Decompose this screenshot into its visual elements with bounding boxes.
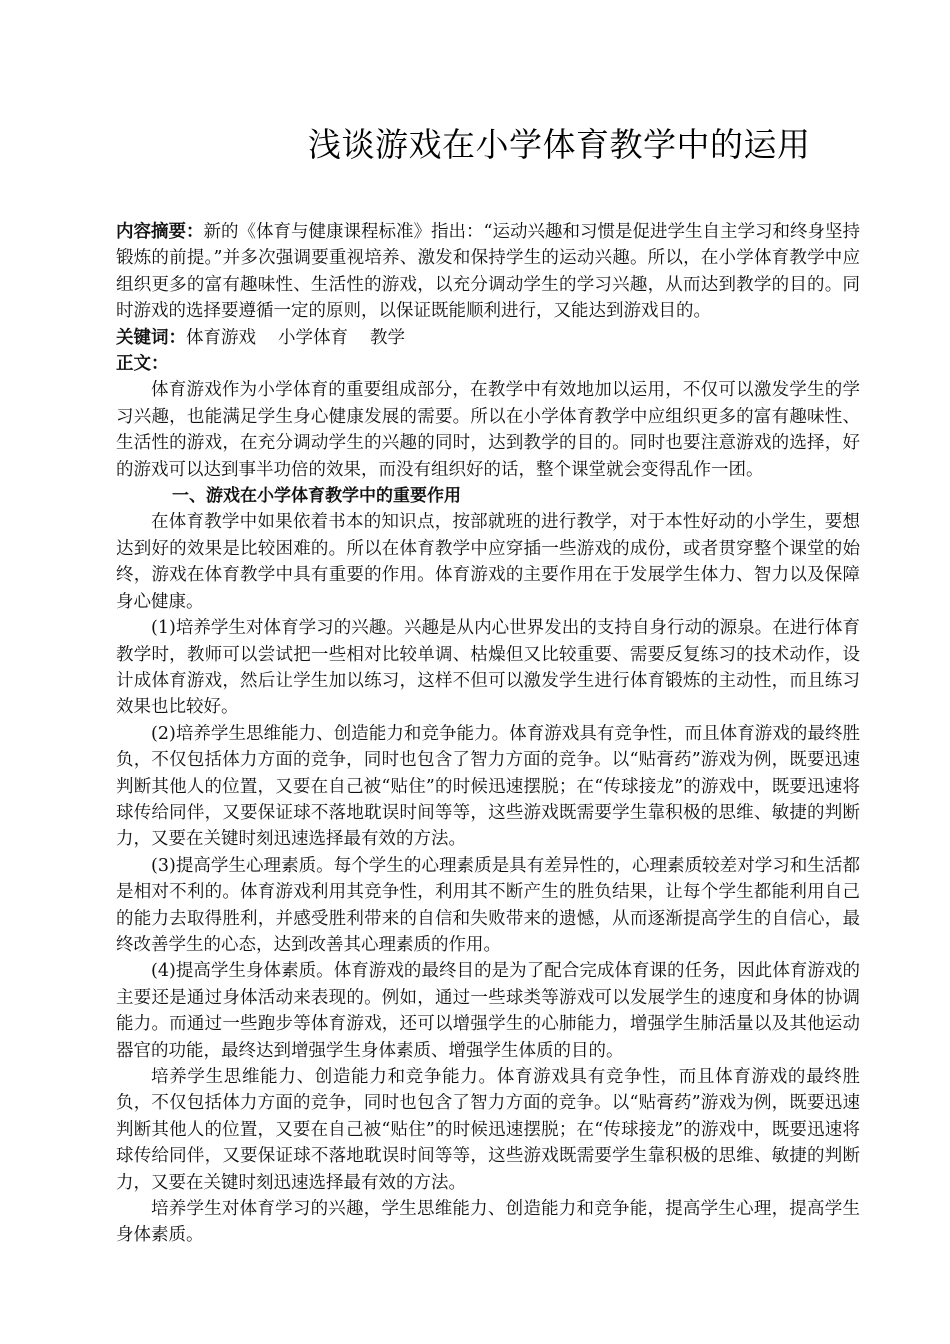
abstract-paragraph xyxy=(116,219,860,325)
keyword: 体育游戏 xyxy=(186,327,256,348)
document-title: 浅谈游戏在小学体育教学中的运用 xyxy=(308,125,811,164)
body-label-line xyxy=(116,351,860,377)
body-paragraph: (3)提高学生心理素质。每个学生的心理素质是具有差异性的，心理素质较差对学习和生活都是相对不利的。体育游戏利用其竞争性，利用其不断产生的胜负结果，让每个学生都能利用自己的能力去取得胜利，并感受胜利带来的自信和失败带来的遗憾，从而逐渐提高学生的自信心，最终改善学生的心态，达到改善其心理素质的作用。 xyxy=(116,855,860,955)
body-label: 正文： xyxy=(116,354,169,375)
keyword: 教学 xyxy=(370,327,405,348)
intro-paragraph: 体育游戏作为小学体育的重要组成部分，在教学中有效地加以运用，不仅可以激发学生的学习兴趣，也能满足学生身心健康发展的需要。所以在小学体育教学中应组织更多的富有趣味性、生活性的游戏，在充分调动学生的兴趣的同时，达到教学的目的。同时也要注意游戏的选择，好的游戏可以达到事半功倍的效果，而没有组织好的话，整个课堂就会变得乱作一团。 xyxy=(116,380,860,480)
keywords-line xyxy=(116,325,860,351)
body-paragraph: (2)培养学生思维能力、创造能力和竞争能力。体育游戏具有竞争性，而且体育游戏的最终胜负，不仅包括体力方面的竞争，同时也包含了智力方面的竞争。以“贴膏药”游戏为例，既要迅速判断其他人的位置，又要在自己被“贴住”的时候迅速摆脱；在“传球接龙”的游戏中，既要迅速将球传给同伴，又要保证球不落地耽误时间等等，这些游戏既需要学生靠积极的思维、敏捷的判断力，又要在关键时刻迅速选择最有效的方法。 xyxy=(116,723,860,850)
abstract-text: 新的《体育与健康课程标准》指出：“运动兴趣和习惯是促进学生自主学习和终身坚持锻炼的前提。”并多次强调要重视培养、激发和保持学生的运动兴趣。所以，在小学体育教学中应组织更多的富有趣味性、生活性的游戏，以充分调动学生的学习兴趣，从而达到教学的目的。同时游戏的选择要遵循一定的原则，以保证既能顺利进行，又能达到游戏目的。 xyxy=(116,222,861,322)
body-paragraph: 培养学生思维能力、创造能力和竞争能力。体育游戏具有竞争性，而且体育游戏的最终胜负，不仅包括体力方面的竞争，同时也包含了智力方面的竞争。以“贴膏药”游戏为例，既要迅速判断其他人的位置，又要在自己被“贴住”的时候迅速摆脱；在“传球接龙”的游戏中，既要迅速将球传给同伴，又要保证球不落地耽误时间等等，这些游戏既需要学生靠积极的思维、敏捷的判断力，又要在关键时刻迅速选择最有效的方法。 xyxy=(116,1067,860,1193)
body-paragraph: (1)培养学生对体育学习的兴趣。兴趣是从内心世界发出的支持自身行动的源泉。在进行体育教学时，教师可以尝试把一些相对比较单调、枯燥但又比较重要、需要反复练习的技术动作，设计成体育游戏，然后让学生加以练习，这样不但可以激发学生进行体育锻炼的主动性，而且练习效果也比较好。 xyxy=(116,618,860,718)
keyword: 小学体育 xyxy=(278,327,348,348)
section-heading: 一、游戏在小学体育教学中的重要作用 xyxy=(172,486,461,507)
keywords-label: 关键词： xyxy=(116,327,186,348)
body-paragraph: 培养学生对体育学习的兴趣，学生思维能力、创造能力和竞争能，提高学生心理，提高学生身体素质。 xyxy=(116,1199,860,1246)
abstract-label: 内容摘要： xyxy=(116,222,204,242)
body-paragraph: (4)提高学生身体素质。体育游戏的最终目的是为了配合完成体育课的任务，因此体育游戏的主要还是通过身体活动来表现的。例如，通过一些球类等游戏可以发展学生的速度和身体的协调能力。而通过一些跑步等体育游戏，还可以增强学生的心肺能力，增强学生肺活量以及其他运动器官的功能，最终达到增强学生身体素质、增强学生体质的目的。 xyxy=(116,961,860,1061)
body-paragraph: 在体育教学中如果依着书本的知识点，按部就班的进行教学，对于本性好动的小学生，要想达到好的效果是比较困难的。所以在体育教学中应穿插一些游戏的成份，或者贯穿整个课堂的始终，游戏在体育教学中具有重要的作用。体育游戏的主要作用在于发展学生体力、智力以及保障身心健康。 xyxy=(116,512,860,612)
document-body xyxy=(116,219,860,1249)
